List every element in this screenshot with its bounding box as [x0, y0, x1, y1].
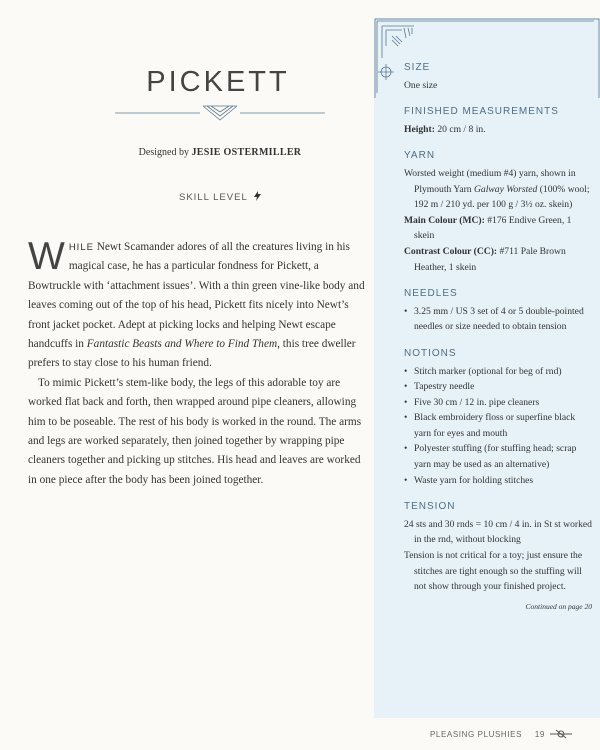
list-item: • Black embroidery floss or superfine black yarn for eyes and mouth — [404, 410, 592, 441]
section-name: PLEASING PLUSHIES — [430, 730, 523, 739]
pattern-info-sidebar — [374, 18, 600, 718]
drop-cap: W — [28, 235, 65, 278]
page-number: 19 — [534, 730, 545, 739]
needles-heading: NEEDLES — [404, 288, 458, 300]
deathly-hallows-icon — [550, 729, 572, 739]
needles-list — [404, 304, 592, 335]
size-heading: SIZE — [404, 62, 431, 73]
intro-paragraph-1: WHILE Newt Scamander adores of all the creatures living in his magical case, he has a particular fondness for Pickett, a Bowtruckle with ‘attachment issues’. With a thin green vine-like body and leaves coming out of the top of his head, Pickett fits nicely into Newt’s front jacket pocket. Adept at picking locks and helping Newt escape handcuffs in Fantastic Beasts and Where to Find Them, this tree dweller prefers to stay close to his human friend. — [28, 235, 365, 370]
designer-credit — [110, 147, 330, 158]
page-footer — [430, 729, 572, 739]
continued-note: Continued on page 20 — [525, 601, 592, 611]
main-colour: Main Colour (MC): #176 Endive Green, 1 skein — [404, 214, 572, 242]
measurements-heading: FINISHED MEASUREMENTS — [404, 106, 559, 118]
list-item: • Polyester stuffing (for stuffing head; scrap yarn may be used as an alternative) — [404, 441, 592, 472]
height-label: Height: — [404, 123, 435, 135]
list-item: • 3.25 mm / US 3 set of 4 or 5 double-pointed needles or size needed to obtain tension — [404, 304, 592, 335]
designer-name: JESIE OSTERMILLER — [191, 147, 302, 158]
intro-text — [28, 235, 370, 490]
skill-level-label: SKILL LEVEL — [178, 192, 248, 203]
yarn-heading: YARN — [404, 150, 436, 162]
list-item: • Stitch marker (optional for beg of rnd) — [404, 364, 592, 380]
intro-paragraph-2: To mimic Pickett’s stem-like body, the legs of this adorable toy are worked flat back and forth, then wrapped around pipe cleaners, allowing him to be poseable. The rest of his body is worked in the round. The arms and legs are worked separately, then joined together by wrapping pipe cleaners together and picking up stitches. His head and leaves are worked in one piece after the body has been joined together. — [28, 376, 362, 486]
sidebar-content — [404, 60, 592, 622]
list-item: • Tapestry needle — [404, 379, 592, 395]
size-value: One size — [404, 79, 438, 91]
yarn-description: Worsted weight (medium #4) yarn, shown in Plymouth Yarn Galway Worsted (100% wool; 192 m / 210 yd. per 100 g / 3½ oz. skein) — [404, 167, 590, 211]
contrast-colour: Contrast Colour (CC): #711 Pale Brown Heather, 1 skein — [404, 245, 566, 273]
page-title: PICKETT — [146, 66, 290, 98]
designer-prefix: Designed by — [138, 147, 189, 158]
list-item: • Waste yarn for holding stitches — [404, 473, 592, 489]
notions-heading: NOTIONS — [404, 347, 457, 359]
list-item: • Five 30 cm / 12 in. pipe cleaners — [404, 395, 592, 411]
lightning-bolt-icon — [254, 191, 261, 201]
tension-heading: TENSION — [404, 501, 456, 513]
tension-note: Tension is not critical for a toy; just ensure the stitches are tight enough so the stuffing will not show through your finished project. — [404, 550, 583, 593]
tension-gauge: 24 sts and 30 rnds = 10 cm / 4 in. in St st worked in the rnd, without blocking — [404, 518, 592, 546]
height-value: 20 cm / 8 in. — [434, 123, 486, 135]
title-ornament-icon — [105, 103, 335, 123]
smallcaps-lead: HILE — [68, 242, 94, 253]
skill-level — [130, 191, 310, 203]
notions-list — [404, 364, 592, 489]
height-measurement — [404, 122, 592, 138]
